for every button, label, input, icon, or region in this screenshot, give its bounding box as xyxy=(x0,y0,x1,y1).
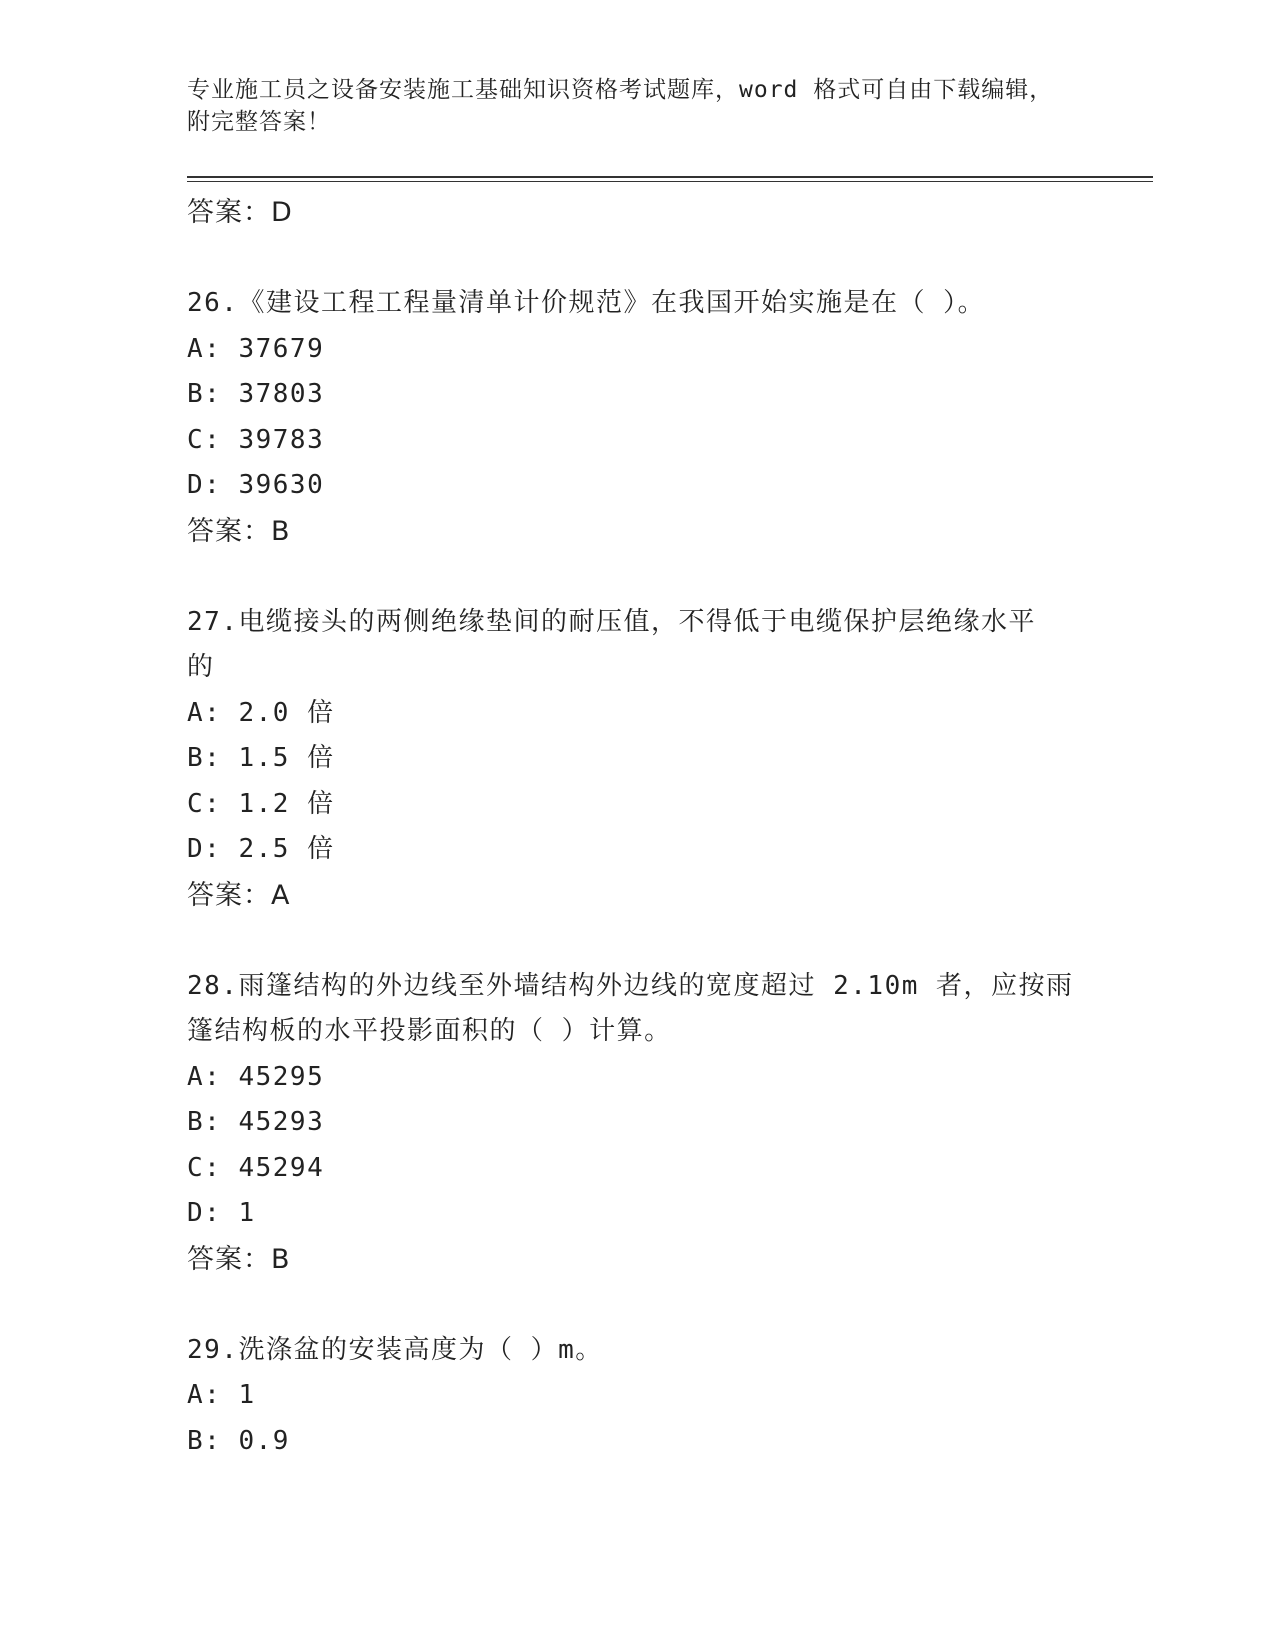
option-d: D: 1 xyxy=(187,1198,256,1228)
spacer xyxy=(187,918,1087,964)
option-b: B: 1.5 倍 xyxy=(187,743,335,773)
option-a: A: 45295 xyxy=(187,1061,325,1092)
question-block xyxy=(187,281,1087,554)
question-block xyxy=(187,964,1087,1283)
question-stem-continued: 篷结构板的水平投影面积的（ ）计算。 xyxy=(187,1016,672,1046)
question-content xyxy=(187,190,1087,1464)
question-stem: 28.雨篷结构的外边线至外墙结构外边线的宽度超过 2.10m 者，应按雨 xyxy=(187,970,1074,1001)
option-a: A: 1 xyxy=(187,1380,256,1410)
question-stem: 27.电缆接头的两侧绝缘垫间的耐压值，不得低于电缆保护层绝缘水平 xyxy=(187,606,1036,637)
option-b: B: 0.9 xyxy=(187,1425,290,1456)
option-c: C: 39783 xyxy=(187,424,325,455)
option-b: B: 37803 xyxy=(187,379,325,409)
answer-line: 答案：B xyxy=(187,1243,291,1275)
question-stem: 29.洗涤盆的安装高度为（ ）m。 xyxy=(187,1334,603,1365)
option-a: A: 37679 xyxy=(187,333,325,364)
question-stem-continued: 的 xyxy=(187,652,215,682)
header-rule-thin xyxy=(187,181,1153,182)
question-block xyxy=(187,600,1087,919)
option-b: B: 45293 xyxy=(187,1107,325,1137)
answer-line: 答案：B xyxy=(187,515,291,547)
document-header: 专业施工员之设备安装施工基础知识资格考试题库，word 格式可自由下载编辑， 附完整答案！ xyxy=(187,77,1054,135)
question-stem: 26.《建设工程工程量清单计价规范》在我国开始实施是在（ ）。 xyxy=(187,288,986,318)
option-c: C: 45294 xyxy=(187,1152,325,1183)
question-block xyxy=(187,1328,1087,1465)
option-c: C: 1.2 倍 xyxy=(187,788,335,819)
spacer xyxy=(187,236,1087,282)
option-d: D: 2.5 倍 xyxy=(187,834,335,864)
header-rule-thick xyxy=(187,176,1153,178)
option-a: A: 2.0 倍 xyxy=(187,697,335,728)
option-d: D: 39630 xyxy=(187,470,325,500)
answer-line: 答案：A xyxy=(187,879,291,911)
spacer xyxy=(187,554,1087,600)
spacer xyxy=(187,1282,1087,1328)
answer-line: 答案：D xyxy=(187,197,293,228)
